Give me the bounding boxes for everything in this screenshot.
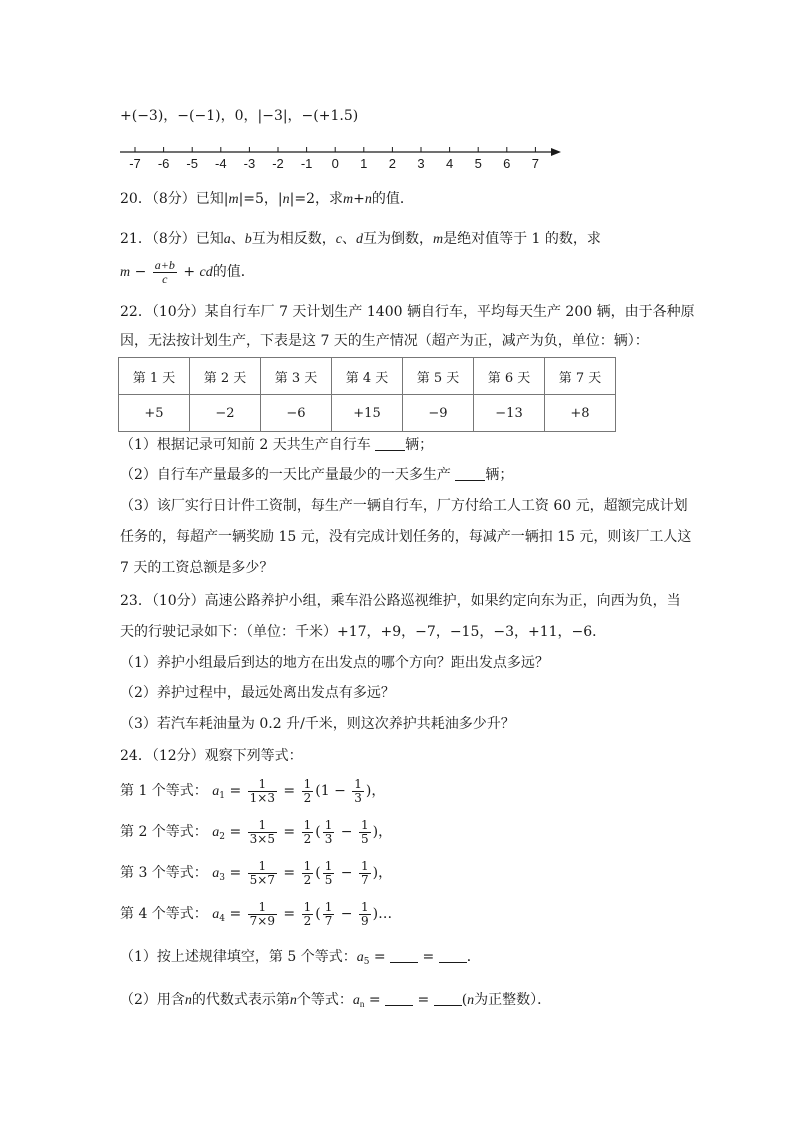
- axis-tick-label: -1: [300, 156, 313, 171]
- number-line: [115, 140, 565, 174]
- q20-text-c: |=2，求: [289, 191, 344, 207]
- q20-text-d: 的值．: [371, 191, 414, 207]
- q24-eq4: 第 4 个等式： $a_4$ = $\frac{1}{7\times 9}$ = $\frac{1}{2}$ ( $\frac{1}{7}$ − $\frac{1}{9}$ )…: [120, 899, 393, 928]
- inner-fraction: $\frac{1}{5}$: [324, 858, 333, 887]
- q22-sub3-l3: 7 天的工资总额是多少？: [120, 560, 274, 576]
- q24-sub2-text-b: 的代数式表示第: [191, 992, 290, 1008]
- q22-sub1: [120, 435, 433, 455]
- q24-sub2-text-c: 个等式：: [296, 992, 353, 1008]
- axis-tick-label: 1: [360, 156, 368, 171]
- q22-sub1-text: （1）根据记录可知前 2 天共生产自行车: [120, 437, 371, 453]
- q21-text-end: 的值．: [212, 264, 255, 280]
- inner-fraction: $\frac{1}{5}$: [361, 817, 369, 846]
- q22-sub2: [120, 465, 513, 485]
- table-header-cell: 第 6 天: [474, 358, 545, 395]
- q24-eq2: 第 2 个等式： $a_2$ = $\frac{1}{3\times 5}$ = $\frac{1}{2}$ ( $\frac{1}{3}$ − $\frac{1}{5}$ )，: [120, 817, 393, 846]
- q20-line: 20．（8分）已知|m|=5，|n|=2，求m+n的值．: [120, 191, 414, 207]
- eq-fraction: $\frac{1}{5\times 7}$: [249, 858, 275, 887]
- q19-numbers: +(−3)，−(−1)，0，|−3|，−(+1.5): [120, 108, 359, 124]
- q21-line2: m − $\frac{a+b}{c}$ + cd的值．: [120, 257, 255, 286]
- table-cell: −2: [190, 395, 261, 432]
- q24-title: 24．（12分）观察下列等式：: [120, 748, 303, 764]
- axis-tick-label: -7: [129, 156, 141, 171]
- q22-line2: 因，无法按计划生产，下表是这 7 天的生产情况（超产为正，减产为负，单位：辆）：: [120, 333, 649, 349]
- inner-fraction: $\frac{1}{3}$: [354, 776, 362, 805]
- q22-sub3-l2: 任务的，每超产一辆奖励 15 元，没有完成计划任务的，每减产一辆扣 15 元，则该厂工人这: [120, 529, 692, 545]
- eq-fraction: $\frac{1}{1\times 3}$: [249, 776, 275, 805]
- answer-blank[interactable]: [375, 436, 405, 451]
- half-fraction: $\frac{1}{2}$: [303, 817, 312, 846]
- eq-fraction: $\frac{1}{7\times 9}$: [249, 899, 275, 928]
- q21-line1: 21．（8分）已知a、b互为相反数，c、d互为倒数，m是绝对值等于 1 的数，求: [120, 231, 601, 247]
- q20-text-a: 20．（8分）已知|: [120, 191, 229, 207]
- table-cell: +8: [545, 395, 616, 432]
- half-fraction: $\frac{1}{2}$: [303, 858, 312, 887]
- eq-label: 第 4 个等式：: [120, 906, 208, 922]
- q23-line2: 天的行驶记录如下：（单位：千米）+17，+9，−7，−15，−3，+11，−6．: [120, 624, 607, 640]
- table-cell: +15: [332, 395, 403, 432]
- axis-tick-label: 0: [331, 156, 339, 171]
- inner-fraction: $\frac{1}{9}$: [361, 899, 369, 928]
- q22-line1: 22．（10分）某自行车厂 7 天计划生产 1400 辆自行车，平均每天生产 200 辆，由于各种原: [120, 304, 695, 320]
- table-header-cell: 第 3 天: [261, 358, 332, 395]
- q23-line1: 23．（10分）高速公路养护小组，乘车沿公路巡视维护，如果约定向东为正，向西为负，当: [120, 593, 681, 609]
- q22-sub3-l1: （3）该厂实行日计件工资制，每生产一辆自行车，厂方付给工人工资 60 元，超额完成计划: [120, 498, 688, 514]
- table-cell: −6: [261, 395, 332, 432]
- table-header-cell: 第 7 天: [545, 358, 616, 395]
- q21-text-f: 是绝对值等于 1 的数，求: [443, 231, 601, 247]
- eq-label: 第 2 个等式：: [120, 824, 208, 840]
- inner-fraction: $\frac{1}{3}$: [324, 817, 333, 846]
- table-cell: −9: [403, 395, 474, 432]
- eq-label: 第 1 个等式：: [120, 783, 208, 799]
- q21-text-b: 、: [230, 231, 245, 247]
- eq-subscript: 4: [219, 914, 225, 924]
- q24-sub2-end: 为正整数）．: [474, 992, 552, 1008]
- inner-fraction: $\frac{1}{7}$: [324, 899, 333, 928]
- eq-fraction: $\frac{1}{3\times 5}$: [249, 817, 275, 846]
- axis-tick-label: 6: [503, 156, 511, 171]
- axis-tick-label: 3: [417, 156, 425, 171]
- inner-fraction: $\frac{1}{7}$: [361, 858, 369, 887]
- half-fraction: $\frac{1}{2}$: [303, 899, 312, 928]
- q22-sub2-text: （2）自行车产量最多的一天比产量最少的一天多生产: [120, 467, 451, 483]
- table-header-cell: 第 1 天: [119, 358, 190, 395]
- axis-tick-label: -5: [186, 156, 198, 171]
- axis-tick-label: 5: [474, 156, 482, 171]
- q21-text-d: 、: [341, 231, 356, 247]
- q22-sub1-end: 辆；: [405, 437, 434, 453]
- production-table: [118, 357, 616, 432]
- half-fraction: $\frac{1}{2}$: [303, 776, 312, 805]
- eq-subscript: 3: [219, 873, 225, 883]
- q24-sub2-text-a: （2）用含: [120, 992, 185, 1008]
- q21-text-a: 21．（8分）已知: [120, 231, 224, 247]
- eq-subscript: 2: [219, 832, 225, 842]
- axis-tick-label: -3: [243, 156, 256, 171]
- q23-sub2: （2）养护过程中，最远处离出发点有多远？: [120, 685, 395, 701]
- table-header-cell: 第 5 天: [403, 358, 474, 395]
- table-cell: −13: [474, 395, 545, 432]
- table-cell: +5: [119, 395, 190, 432]
- q24-sub1-text: （1）按上述规律填空，第 5 个等式：: [120, 949, 357, 965]
- answer-blank[interactable]: [390, 948, 418, 963]
- answer-blank[interactable]: [455, 466, 485, 481]
- axis-tick-label: 4: [445, 156, 454, 171]
- answer-blank[interactable]: [385, 991, 413, 1006]
- q24-sub1: （1）按上述规律填空，第 5 个等式：$a_5$ = = ．: [120, 949, 481, 967]
- axis-tick-label: -4: [215, 156, 227, 171]
- table-header-cell: 第 2 天: [190, 358, 261, 395]
- axis-tick-label: 2: [388, 156, 397, 171]
- answer-blank[interactable]: [434, 991, 462, 1006]
- q21-text-c: 互为相反数，: [251, 231, 336, 247]
- q24-eq1: 第 1 个等式： $a_1$ = $\frac{1}{1\times 3}$ = $\frac{1}{2}$ (1 − $\frac{1}{3}$ )，: [120, 776, 386, 805]
- axis-tick-label: 7: [531, 156, 540, 171]
- eq-label: 第 3 个等式：: [120, 865, 208, 881]
- answer-blank[interactable]: [439, 948, 467, 963]
- q24-sub2: （2）用含n的代数式表示第n个等式：$a_n$ = = (n为正整数）．: [120, 992, 552, 1009]
- eq-subscript: 1: [219, 791, 225, 801]
- q22-sub2-end: 辆；: [485, 467, 514, 483]
- q24-eq3: 第 3 个等式： $a_3$ = $\frac{1}{5\times 7}$ = $\frac{1}{2}$ ( $\frac{1}{5}$ − $\frac{1}{7}$ )，: [120, 858, 393, 887]
- table-header-cell: 第 4 天: [332, 358, 403, 395]
- q21-fraction: $\frac{a+b}{c}$: [154, 257, 175, 286]
- q23-sub1: （1）养护小组最后到达的地方在出发点的哪个方向？距出发点多远？: [120, 655, 549, 671]
- q21-text-e: 互为倒数，: [362, 231, 433, 247]
- table-header-row: [119, 358, 616, 395]
- q20-text-b: |=5，|: [238, 191, 283, 207]
- table-row: [119, 395, 616, 432]
- axis-tick-label: -2: [272, 156, 284, 171]
- q23-sub3: （3）若汽车耗油量为 0.2 升/千米，则这次养护共耗油多少升？: [120, 716, 515, 732]
- axis-tick-label: -6: [157, 156, 170, 171]
